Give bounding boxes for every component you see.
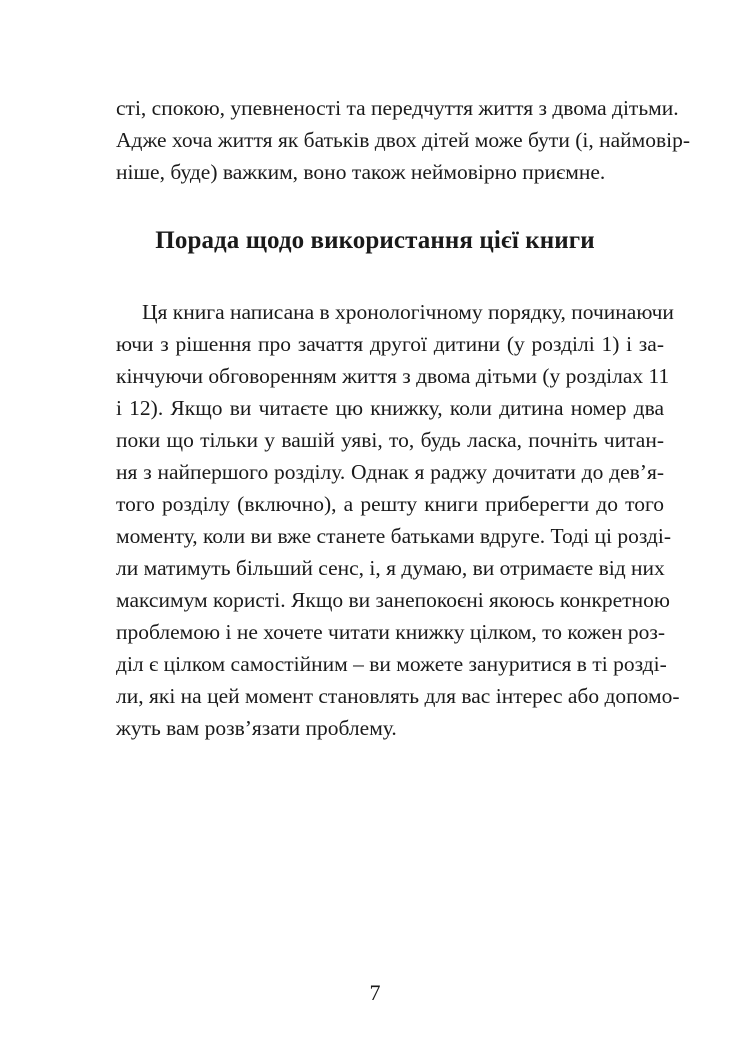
text-line: сті, спокою, упевненості та передчуття життя з двома дітьми.: [116, 96, 679, 120]
text-line: ючи з рішення про зачаття другої дитини (у розділі 1) і за-: [116, 332, 664, 356]
section-heading: Порада щодо використання цієї книги: [155, 227, 595, 254]
text-line: кінчуючи обговоренням життя з двома дітьми (у розділах 11: [116, 364, 670, 388]
advice-paragraph: [116, 296, 680, 744]
text-line: ніше, буде) важким, воно також неймовірно приємне.: [116, 160, 606, 184]
text-line: ли матимуть більший сенс, і, я думаю, ви отримаєте від них: [116, 556, 665, 580]
text-line: ли, які на цей момент становлять для вас інтерес або допомо-: [116, 684, 680, 708]
text-line: моменту, коли ви вже станете батьками вдруге. Тоді ці розді-: [116, 524, 671, 548]
page-number: 7: [369, 980, 381, 1005]
text-line: максимум користі. Якщо ви занепокоєні якоюсь конкретною: [116, 588, 670, 612]
text-line: Ця книга написана в хронологічному порядку, починаючи: [142, 300, 674, 324]
text-line: жуть вам розв’язати проблему.: [116, 716, 397, 740]
text-line: діл є цілком самостійним – ви можете зануритися в ті розді-: [116, 652, 667, 676]
text-line: поки що тільки у вашій уяві, то, будь ласка, почніть читан-: [116, 428, 664, 452]
text-line: ня з найпершого розділу. Однак я раджу дочитати до дев’я-: [116, 460, 664, 484]
text-line: проблемою і не хочете читати книжку цілком, то кожен роз-: [116, 620, 666, 644]
intro-paragraph: [116, 92, 691, 188]
text-line: того розділу (включно), а решту книги приберегти до того: [116, 492, 664, 516]
text-line: Адже хоча життя як батьків двох дітей може бути (і, наймовір-: [116, 128, 691, 152]
text-line: і 12). Якщо ви читаєте цю книжку, коли дитина номер два: [116, 396, 664, 420]
